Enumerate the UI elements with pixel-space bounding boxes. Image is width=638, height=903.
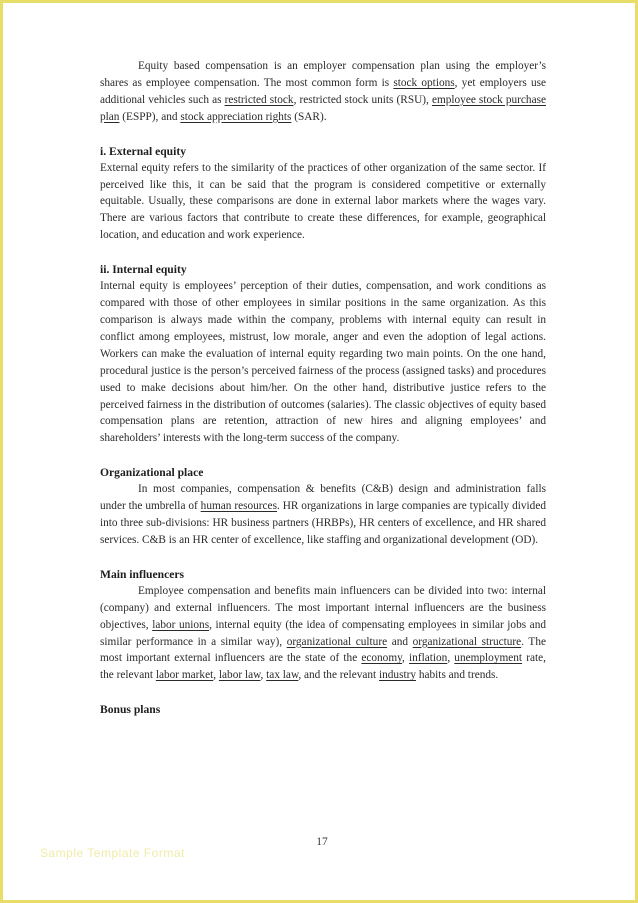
link-labor-market[interactable]: labor market [155,669,214,682]
text-span: Equity based compensation is an employer compensation plan using the employer’s shares as employee compensation. The most common form is [100,60,546,89]
text-span: . The most important external influencers are the state of the [100,635,546,665]
text-span: and [387,635,413,648]
link-industry[interactable]: industry [379,669,417,682]
organizational-place-paragraph [100,481,546,549]
page-content [100,58,546,718]
organizational-place-heading: Organizational place [100,466,204,480]
text-span: rate, the relevant [100,652,546,682]
link-restricted-stock[interactable]: restricted stock [224,93,294,106]
watermark-text: Sample Template Format [40,846,185,860]
document-page [3,3,635,900]
text-span: (ESPP), and [119,110,181,123]
internal-equity-heading: ii. Internal equity [100,263,187,277]
link-stock-options[interactable]: stock options [393,76,455,89]
text-span: , [447,652,455,665]
link-unemployment[interactable]: unemployment [454,652,523,665]
text-span: . HR organizations in large companies are typically divided into three sub-divisions: HR business partners (HRBPs), HR centers of excellence, and HR shared services. C&B is an HR center of excellence, like staffing and organizational development (OD). [100,500,546,546]
link-organizational-culture[interactable]: organizational culture [286,635,388,648]
link-inflation[interactable]: inflation [409,652,448,665]
link-tax-law[interactable]: tax law [266,669,299,682]
intro-paragraph [100,58,546,126]
text-span: , restricted stock units (RSU), [293,93,432,106]
text-span: , and the relevant [298,669,379,682]
main-influencers-heading: Main influencers [100,567,185,581]
text-span: , [402,652,410,665]
link-labor-unions[interactable]: labor unions [152,618,210,631]
text-span: , [260,669,267,682]
link-stock-appreciation-rights[interactable]: stock appreciation rights [180,110,292,123]
text-span: , internal equity (the idea of compensating employees in similar jobs and similar performance in a similar way), [100,618,546,648]
link-human-resources[interactable]: human resources [200,500,277,513]
external-equity-heading: i. External equity [100,144,186,158]
text-span: In most companies, compensation & benefits (C&B) design and administration falls under the umbrella of [100,483,546,513]
internal-equity-paragraph: Internal equity is employees’ perception of their duties, compensation, and work conditions as compared with those of other employees in similar positions in the same organization. As this comparison is always made within the company, problems with internal equity can result in conflict among employees, mistrust, low morale, anger and even the adoption of legal actions. Workers can make the evaluation of internal equity regarding two main points. On the one hand, procedural justice is the person’s perceived fairness of the process (assigned tasks) and procedures used to make decisions about him/her. On the other hand, distributive justice refers to the perceived fairness in the distribution of outcomes (salaries). The classic objectives of equity based compensation plans are retention, attraction of new hires and aligning employees’ and shareholders’ interests with the long-term success of the company. [100,280,546,445]
main-influencers-paragraph [100,583,546,684]
text-span: Employee compensation and benefits main influencers can be divided into two: internal (company) and external influencers. The most important internal influencers are the business objectives, [100,584,546,631]
page-number: 17 [316,836,328,848]
link-labor-law[interactable]: labor law [218,669,261,682]
link-organizational-structure[interactable]: organizational structure [412,635,522,648]
text-span: habits and trends. [416,669,499,682]
text-span: (SAR). [291,110,327,123]
link-economy[interactable]: economy [361,652,403,665]
text-span: , yet employers use additional vehicles such as [100,76,547,106]
external-equity-paragraph: External equity refers to the similarity of the practices of other organization of the same sector. If perceived like this, it can be said that the program is considered competitive or externally equitable. Usually, these comparisons are done in external labor markets where the wages vary. There are various factors that contribute to create these differences, for example, geographical location, and education and work experience. [100,161,546,242]
text-span: , [213,669,219,682]
bonus-plans-heading: Bonus plans [100,703,161,717]
link-employee-stock-purchase-plan[interactable]: employee stock purchase plan [100,93,546,123]
